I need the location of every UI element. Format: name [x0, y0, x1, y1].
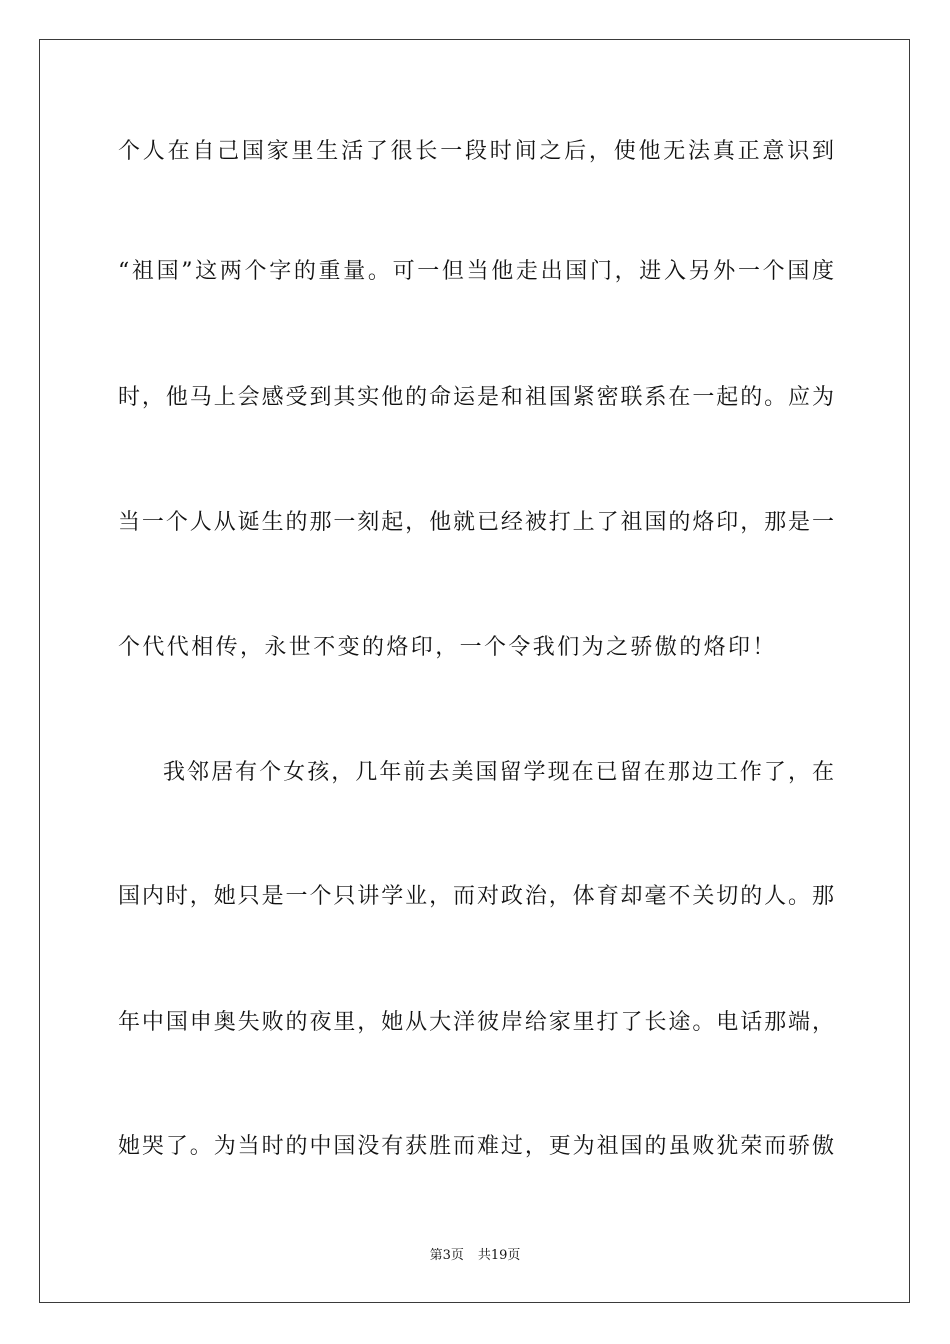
paragraph-line: 我邻居有个女孩，几年前去美国留学现在已留在那边工作了，在: [163, 760, 834, 785]
page-footer: [0, 1247, 950, 1265]
paragraph-line: 个人在自己国家里生活了很长一段时间之后，使他无法真正意识到: [118, 139, 834, 164]
paragraph-line: 年中国申奥失败的夜里，她从大洋彼岸给家里打了长途。电话那端，: [118, 1010, 834, 1035]
paragraph-line: 个代代相传，永世不变的烙印，一个令我们为之骄傲的烙印！: [118, 635, 777, 660]
page-total: 共19页: [477, 1248, 521, 1263]
paragraph-line: 国内时，她只是一个只讲学业，而对政治，体育却毫不关切的人。那: [118, 884, 834, 909]
paragraph-line: “祖国”这两个字的重量。可一但当他走出国门，进入另外一个国度: [118, 259, 834, 284]
paragraph-line: 她哭了。为当时的中国没有获胜而难过，更为祖国的虽败犹荣而骄傲: [118, 1134, 834, 1159]
paragraph-line: 时，他马上会感受到其实他的命运是和祖国紧密联系在一起的。应为: [118, 385, 834, 410]
page-number: 第3页: [429, 1248, 464, 1263]
page-border: [39, 39, 910, 1303]
paragraph-line: 当一个人从诞生的那一刻起，他就已经被打上了祖国的烙印，那是一: [118, 510, 834, 535]
